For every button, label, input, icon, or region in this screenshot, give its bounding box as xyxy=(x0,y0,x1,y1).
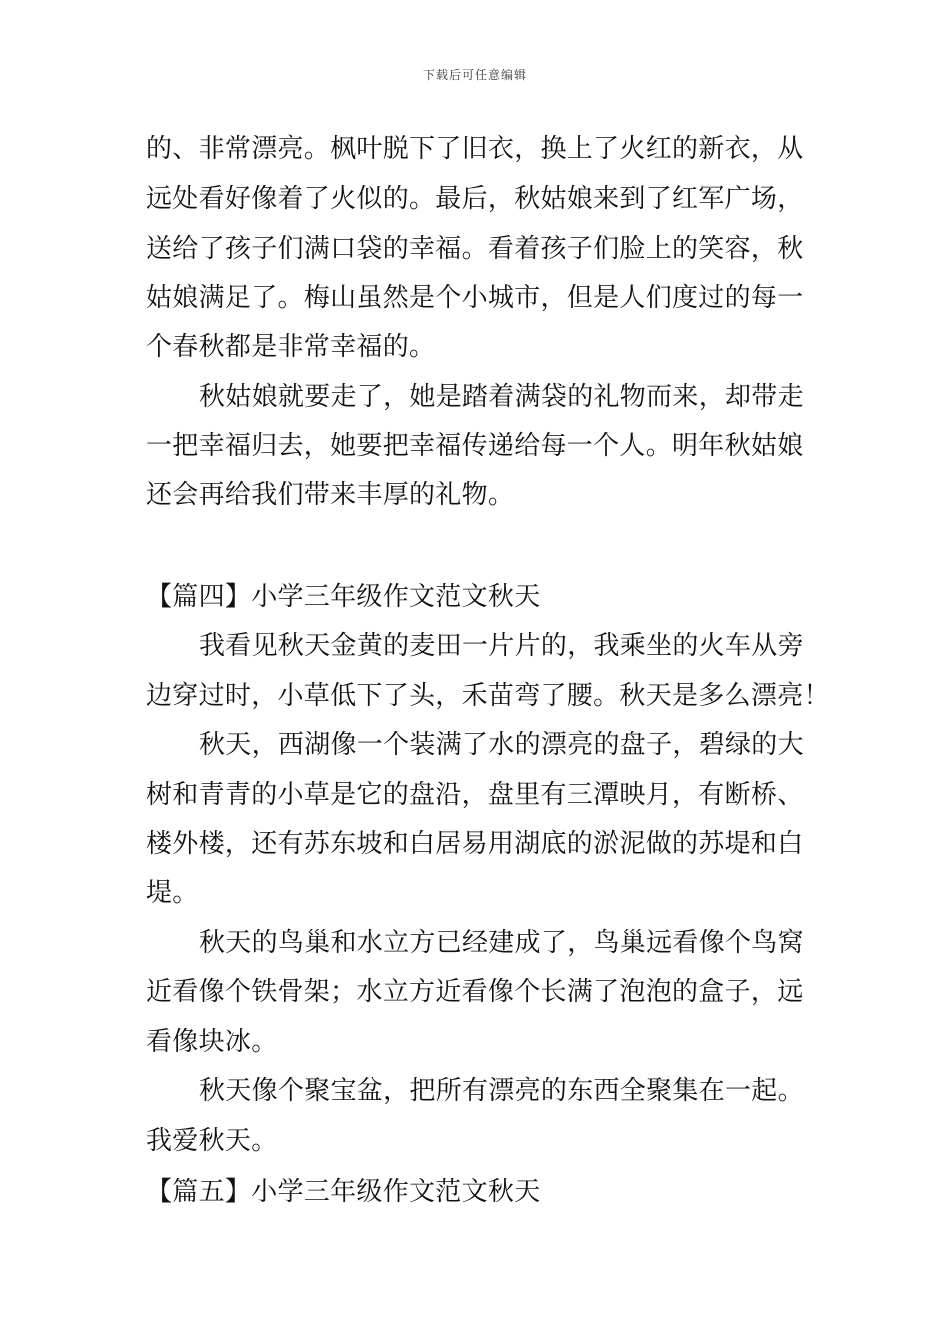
text-line: 一把幸福归去，她要把幸福传递给每一个人。明年秋姑娘 xyxy=(146,431,804,461)
text-line: 秋天的鸟巢和水立方已经建成了，鸟巢远看像个鸟窝 xyxy=(199,928,804,958)
text-line: 远处看好像着了火似的。最后，秋姑娘来到了红军广场， xyxy=(146,184,804,214)
text-line: 送给了孩子们满口袋的幸福。看着孩子们脸上的笑容，秋 xyxy=(146,234,804,264)
text-line: 我看见秋天金黄的麦田一片片的，我乘坐的火车从旁 xyxy=(199,631,804,661)
section-heading: 【篇五】小学三年级作文范文秋天 xyxy=(146,1177,541,1207)
text-line: 秋天像个聚宝盆，把所有漂亮的东西全聚集在一起。 xyxy=(199,1076,804,1106)
text-line: 树和青青的小草是它的盘沿，盘里有三潭映月，有断桥、 xyxy=(146,780,804,810)
text-line: 的、非常漂亮。枫叶脱下了旧衣，换上了火红的新衣，从 xyxy=(146,134,804,164)
text-line: 堤。 xyxy=(146,878,199,908)
text-line: 姑娘满足了。梅山虽然是个小城市，但是人们度过的每一 xyxy=(146,283,804,313)
text-line: 还会再给我们带来丰厚的礼物。 xyxy=(146,480,515,510)
page-header: 下载后可任意编辑 xyxy=(422,68,527,82)
text-line: 秋天，西湖像一个装满了水的漂亮的盘子，碧绿的大 xyxy=(199,730,804,760)
text-line: 楼外楼，还有苏东坡和白居易用湖底的淤泥做的苏堤和白 xyxy=(146,829,804,859)
text-line: 近看像个铁骨架；水立方近看像个长满了泡泡的盒子，远 xyxy=(146,977,804,1007)
text-line: 我爱秋天。 xyxy=(146,1126,278,1156)
section-heading: 【篇四】小学三年级作文范文秋天 xyxy=(146,582,541,612)
text-line: 边穿过时，小草低下了头，禾苗弯了腰。秋天是多么漂亮！ xyxy=(146,681,830,711)
text-line: 秋姑娘就要走了，她是踏着满袋的礼物而来，却带走 xyxy=(199,382,804,412)
text-line: 看像块冰。 xyxy=(146,1027,278,1057)
text-line: 个春秋都是非常幸福的。 xyxy=(146,332,436,362)
